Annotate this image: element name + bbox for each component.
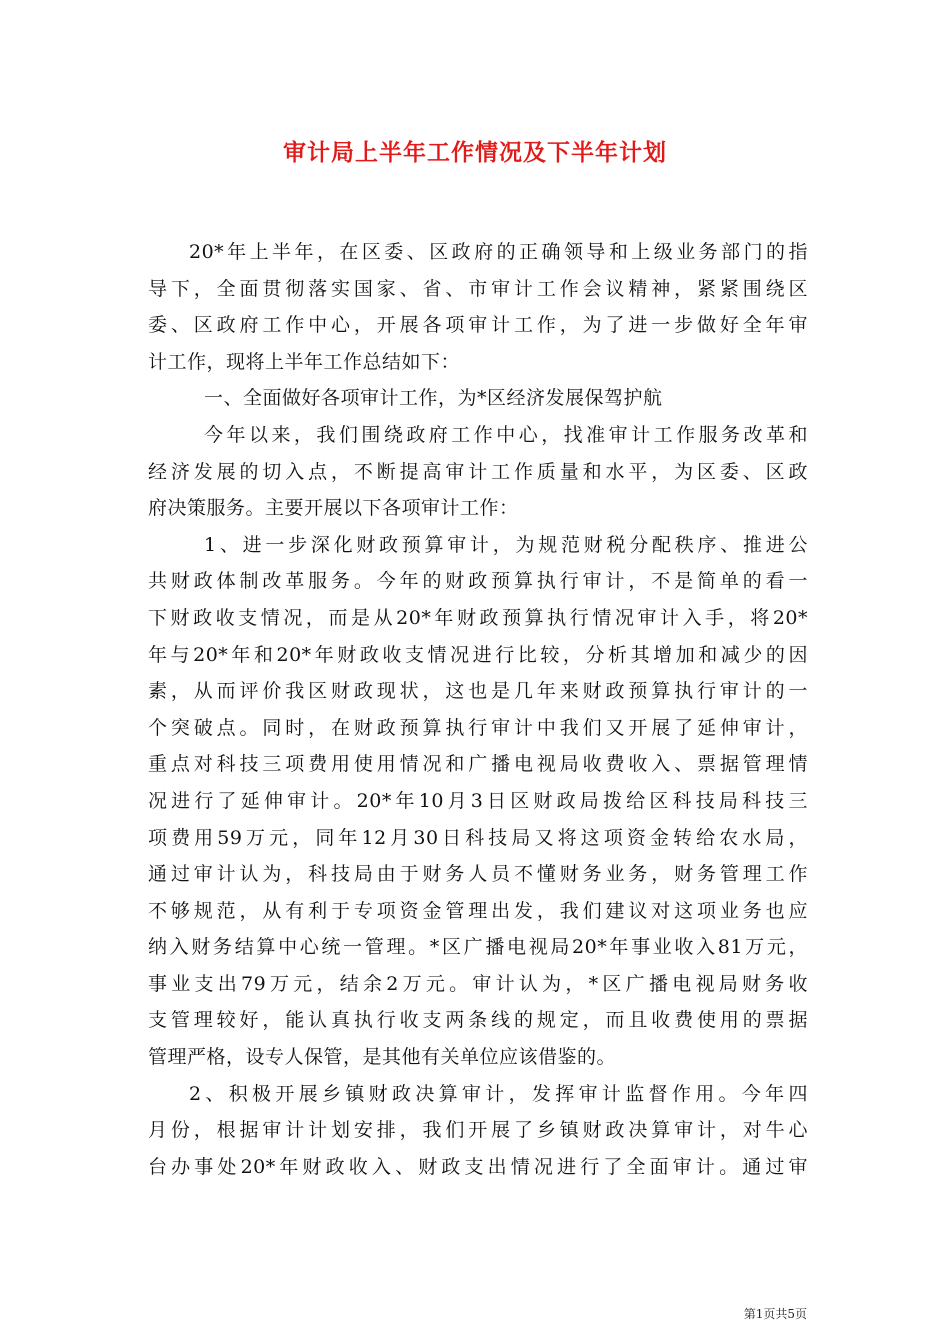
text-line: 事业支出79万元，结余2万元。审计认为，*区广播电视局财务收: [148, 972, 808, 995]
text-line: 计工作，现将上半年工作总结如下：: [148, 350, 461, 373]
text-line: 今年以来，我们围绕政府工作中心，找准审计工作服务改革和: [204, 423, 808, 446]
text-line: 1、进一步深化财政预算审计，为规范财税分配秩序、推进公: [204, 533, 808, 556]
text-line: 2、积极开展乡镇财政决算审计，发挥审计监督作用。今年四: [189, 1082, 808, 1105]
paragraph: [148, 527, 808, 1076]
text-line: 月份，根据审计计划安排，我们开展了乡镇财政决算审计，对牛心: [148, 1119, 808, 1142]
paragraph: [148, 417, 808, 527]
text-line: 纳入财务结算中心统一管理。*区广播电视局20*年事业收入81万元，: [148, 936, 808, 959]
page-number: 第1页共5页: [743, 1307, 807, 1321]
text-line: 管理严格，设专人保管，是其他有关单位应该借鉴的。: [148, 1046, 617, 1069]
text-line: 一、全面做好各项审计工作，为*区经济发展保驾护航: [204, 387, 663, 410]
text-line: 经济发展的切入点，不断提高审计工作质量和水平，为区委、区政: [148, 460, 808, 483]
text-line: 重点对科技三项费用使用情况和广播电视局收费收入、票据管理情: [148, 753, 808, 776]
text-line: 个突破点。同时，在财政预算执行审计中我们又开展了延伸审计，: [148, 716, 808, 739]
text-line: 不够规范，从有利于专项资金管理出发，我们建议对这项业务也应: [148, 899, 808, 922]
text-line: 年与20*年和20*年财政收支情况进行比较，分析其增加和减少的因: [148, 643, 808, 666]
text-line: 素，从而评价我区财政现状，这也是几年来财政预算执行审计的一: [148, 680, 808, 703]
page-title: 审计局上半年工作情况及下半年计划: [283, 139, 667, 166]
section-heading: [148, 380, 808, 417]
text-line: 况进行了延伸审计。20*年10月3日区财政局拨给区科技局科技三: [148, 789, 808, 812]
text-line: 项费用59万元，同年12月30日科技局又将这项资金转给农水局，: [148, 826, 808, 849]
text-line: 府决策服务。主要开展以下各项审计工作：: [148, 497, 519, 520]
text-line: 下财政收支情况，而是从20*年财政预算执行情况审计入手，将20*: [148, 606, 808, 629]
text-line: 共财政体制改革服务。今年的财政预算执行审计，不是简单的看一: [148, 570, 808, 593]
text-line: 台办事处20*年财政收入、财政支出情况进行了全面审计。通过审: [148, 1155, 808, 1178]
text-line: 导下，全面贯彻落实国家、省、市审计工作会议精神，紧紧围绕区: [148, 277, 808, 300]
text-line: 支管理较好，能认真执行收支两条线的规定，而且收费使用的票据: [148, 1009, 808, 1032]
text-line: 通过审计认为，科技局由于财务人员不懂财务业务，财务管理工作: [148, 863, 808, 886]
paragraph: [148, 234, 808, 380]
text-line: 20*年上半年，在区委、区政府的正确领导和上级业务部门的指: [189, 241, 808, 263]
text-line: 委、区政府工作中心，开展各项审计工作，为了进一步做好全年审: [148, 314, 808, 337]
paragraph: [148, 1076, 808, 1186]
document-body: [148, 234, 808, 1185]
